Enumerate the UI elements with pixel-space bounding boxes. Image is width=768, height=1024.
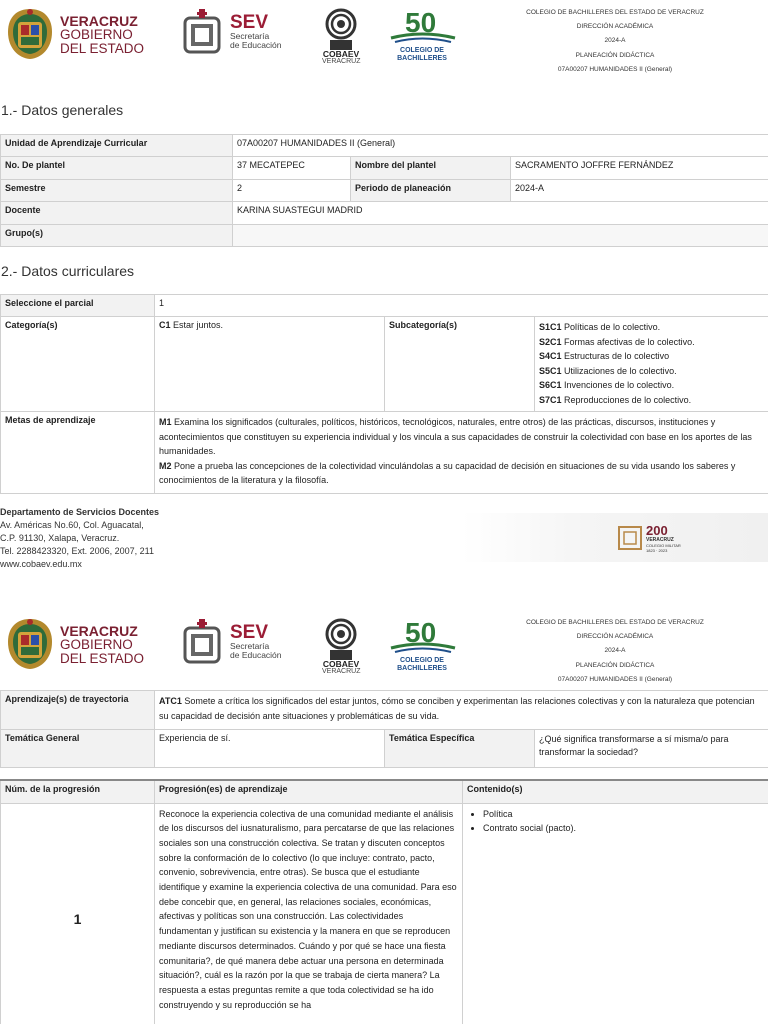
page-header-2 bbox=[0, 610, 768, 683]
svg-text:BACHILLERES: BACHILLERES bbox=[397, 665, 447, 672]
svg-text:BACHILLERES: BACHILLERES bbox=[397, 55, 447, 62]
cobaev-caption: COBAEV VERACRUZ bbox=[322, 49, 361, 65]
tematica-general-label: Temática General bbox=[1, 730, 155, 768]
footer-website-link[interactable]: www.cobaev.edu.mx bbox=[0, 559, 82, 569]
sev-seal-icon bbox=[181, 8, 223, 56]
svg-text:50: 50 bbox=[405, 617, 437, 648]
subcategoria-item: S1C1 Políticas de lo colectivo. bbox=[539, 322, 661, 332]
trayectoria-value: ATC1 Somete a crítica los significados del estar juntos, cómo se conciben y experimentan las relaciones colectivas y con la naturaleza que potencian su capacidad de decisión ante situaciones y problemáticas de su vida. bbox=[155, 691, 768, 730]
subcategoria-item: S6C1 Invenciones de lo colectivo. bbox=[539, 380, 675, 391]
footer-address-1: Av. Américas No.60, Col. Aguacatal, bbox=[0, 520, 144, 530]
tematica-especifica-value: ¿Qué significa transformarse a sí misma/o para transformar la sociedad? bbox=[535, 730, 768, 768]
bicentenario-colegio-militar-logo-icon bbox=[618, 520, 688, 556]
progresion-number: 1 bbox=[1, 803, 155, 1024]
bicent-number: 200 bbox=[646, 523, 668, 538]
veracruz-coat-of-arms-icon bbox=[4, 6, 56, 61]
meta-item: M2 Pone a prueba las concepciones de la colectividad vinculándolas a su capacidad de decisión en situaciones de su vida usando los saberes y conocimientos de la literatura y la filosofía. bbox=[159, 460, 736, 486]
periodo-value: 2024-A bbox=[511, 180, 768, 202]
nombre-plantel-value: SACRAMENTO JOFFRE FERNÁNDEZ bbox=[511, 157, 768, 180]
header-info: COLEGIO DE BACHILLERES DEL ESTADO DE VERACRUZ DIRECCIÓN ACADÉMICA 2024-A PLANEACIÓN DIDÁCTICA 07A00207 HUMANIDADES II (General) bbox=[526, 619, 704, 683]
semestre-value: 2 bbox=[233, 180, 351, 202]
footer-address-2: C.P. 91130, Xalapa, Veracruz. bbox=[0, 533, 120, 543]
metas-value bbox=[155, 412, 768, 494]
plantel-label: No. De plantel bbox=[1, 157, 233, 180]
svg-text:COLEGIO DE: COLEGIO DE bbox=[400, 657, 444, 664]
grupo-value bbox=[233, 225, 768, 247]
page-header-1 bbox=[0, 0, 768, 73]
col-num-header: Núm. de la progresión bbox=[1, 780, 155, 803]
list-item: • Política bbox=[483, 807, 764, 821]
footer-department: Departamento de Servicios Docentes bbox=[0, 507, 160, 517]
unidad-value: 07A00207 HUMANIDADES II (General) bbox=[233, 135, 768, 157]
subcategoria-item: S4C1 Estructuras de lo colectivo bbox=[539, 351, 670, 362]
page-footer bbox=[0, 506, 159, 571]
veracruz-gobierno-wordmark: VERACRUZ GOBIERNO DEL ESTADO bbox=[60, 623, 145, 666]
metas-label: Metas de aprendizaje bbox=[1, 412, 155, 494]
plantel-value: 37 MECATEPEC bbox=[233, 157, 351, 180]
table-row bbox=[1, 803, 768, 1024]
footer-phone: Tel. 2288423320, Ext. 2006, 2007, 211 bbox=[0, 546, 154, 556]
svg-text:50: 50 bbox=[405, 7, 437, 38]
bicent-line1: VERACRUZ bbox=[646, 537, 674, 543]
subcategoria-list bbox=[535, 317, 768, 412]
semestre-label: Semestre bbox=[1, 180, 233, 202]
parcial-value: 1 bbox=[155, 295, 768, 317]
progresiones-table bbox=[0, 779, 768, 1024]
parcial-label: Seleccione el parcial bbox=[1, 295, 155, 317]
nombre-plantel-label: Nombre del plantel bbox=[351, 157, 511, 180]
trayectoria-label: Aprendizaje(s) de trayectoria bbox=[1, 691, 155, 730]
bicent-years: 1823 · 2023 bbox=[646, 548, 668, 553]
section-title-datos-curriculares: 2.- Datos curriculares bbox=[1, 263, 135, 279]
categoria-value: C1 Estar juntos. bbox=[155, 317, 385, 412]
veracruz-coat-of-arms-icon bbox=[4, 616, 56, 671]
contenidos-cell bbox=[463, 803, 768, 1024]
list-item: • Contrato social (pacto). bbox=[483, 821, 764, 835]
col-cont-header: Contenido(s) bbox=[463, 780, 768, 803]
colegio-bachilleres-50-anniversary-logo-icon bbox=[385, 4, 460, 64]
veracruz-gobierno-wordmark: VERACRUZ GOBIERNO DEL ESTADO bbox=[60, 13, 145, 56]
tematica-general-value: Experiencia de sí. bbox=[155, 730, 385, 768]
categoria-label: Categoría(s) bbox=[1, 317, 155, 412]
bicent-line2: COLEGIO MILITAR bbox=[646, 543, 681, 548]
periodo-label: Periodo de planeación bbox=[351, 180, 511, 202]
footer-banner bbox=[462, 513, 768, 562]
sev-wordmark: SEV Secretaría de Educación bbox=[230, 12, 282, 50]
col-prog-header: Progresión(es) de aprendizaje bbox=[155, 780, 463, 803]
header-info: COLEGIO DE BACHILLERES DEL ESTADO DE VERACRUZ DIRECCIÓN ACADÉMICA 2024-A PLANEACIÓN DIDÁCTICA 07A00207 HUMANIDADES II (General) bbox=[526, 9, 704, 73]
cobaev-caption: COBAEV VERACRUZ bbox=[322, 659, 361, 675]
subcategoria-item: S7C1 Reproducciones de lo colectivo. bbox=[539, 394, 692, 405]
datos-curriculares-table bbox=[0, 294, 768, 494]
docente-value: KARINA SUASTEGUI MADRID bbox=[233, 202, 768, 225]
sev-seal-icon bbox=[181, 618, 223, 666]
tematica-especifica-label: Temática Específica bbox=[385, 730, 535, 768]
subcategoria-item: S5C1 Utilizaciones de lo colectivo. bbox=[539, 365, 677, 376]
docente-label: Docente bbox=[1, 202, 233, 225]
unidad-label: Unidad de Aprendizaje Curricular bbox=[1, 135, 233, 157]
colegio-bachilleres-50-anniversary-logo-icon bbox=[385, 614, 460, 674]
meta-item: M1 Examina los significados (culturales, políticos, históricos, tecnológicos, naturales, entre otros) de las prácticas, discursos, instituciones y acontecimientos que constituyen su experiencia individual y los vincula a sus capacidades de construir la colectividad con base en los aportes de las humanidades. bbox=[159, 417, 752, 457]
sev-wordmark: SEV Secretaría de Educación bbox=[230, 622, 282, 660]
grupo-label: Grupo(s) bbox=[1, 225, 233, 247]
datos-generales-table bbox=[0, 134, 768, 247]
progresion-text: Reconoce la experiencia colectiva de una comunidad mediante el análisis de los discursos del iusnaturalismo, para percatarse de que las relaciones sociales son una construcción colectiva. Se tratan y discuten conceptos sobre la conformación de lo colectivo (lo que incluye: contrato, pacto, convenio, sobrevivencia, entre otras). Se busca que el estudiante identifique y examine la experiencia colectiva de una comunidad. Para eso debe concebir que, en general, las relaciones sociales, económicas, afectivas y políticas son una construcción. Las colectividades fundamentan y justifican su existencia y la manera en que se reproducen mediante discursos determinados. Cuándo y por qué se hace una fiesta comunitaria?, de qué manera debe actuar una persona en determinada situación?, cuál es la razón por la que se trabaja de cierta manera? La respuesta a estas preguntas remite a que toda colectividad se ha ido construyendo y su reproducción se ha bbox=[155, 803, 463, 1024]
subcategoria-label: Subcategoría(s) bbox=[385, 317, 535, 412]
subcategoria-item: S2C1 Formas afectivas de lo colectivo. bbox=[539, 336, 695, 347]
svg-text:COLEGIO DE: COLEGIO DE bbox=[400, 47, 444, 54]
trayectoria-table bbox=[0, 690, 768, 768]
section-title-datos-generales: 1.- Datos generales bbox=[1, 102, 124, 118]
